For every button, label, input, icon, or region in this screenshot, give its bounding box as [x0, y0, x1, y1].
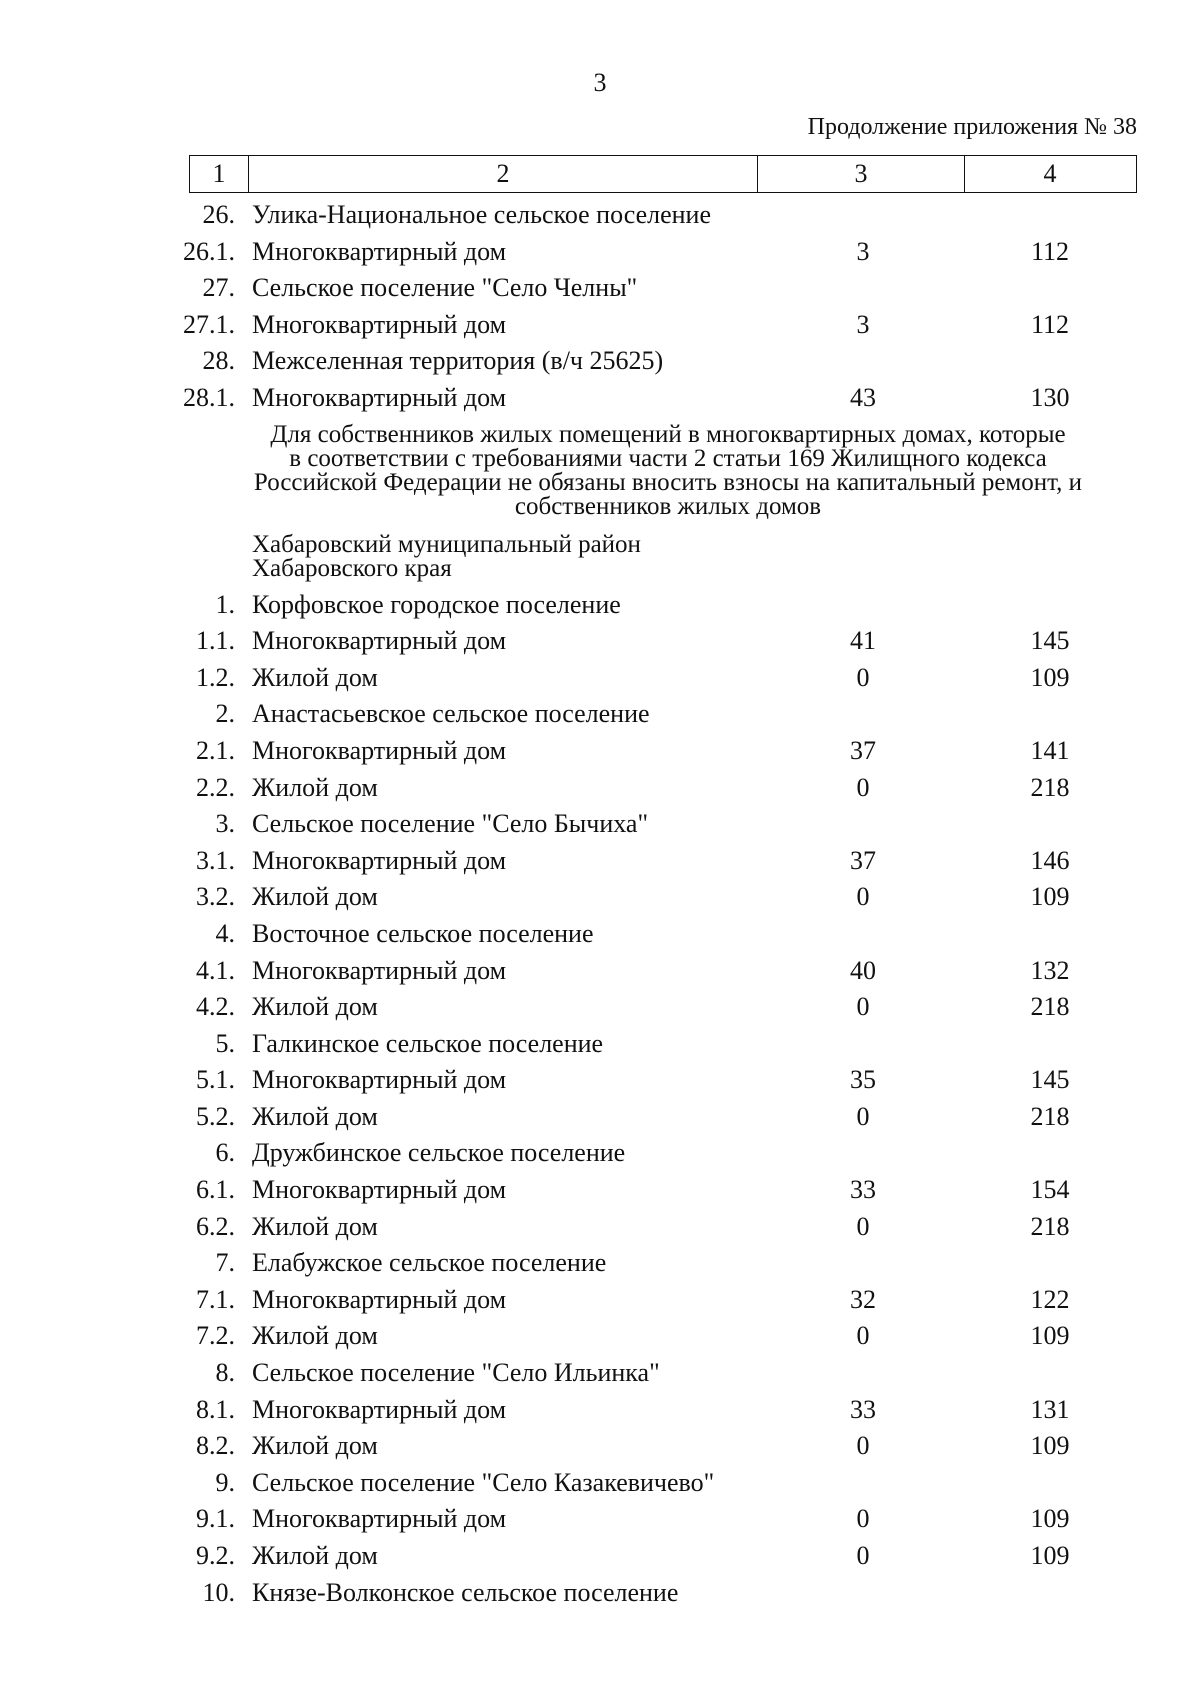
- row-name: Многоквартирный дом: [252, 845, 507, 875]
- row-number: 7.: [215, 1248, 235, 1278]
- table-row: [0, 1501, 1200, 1538]
- row-name: Жилой дом: [252, 1321, 378, 1351]
- header-col-1: 1: [190, 156, 249, 192]
- row-value-col4: 109: [1030, 1321, 1070, 1351]
- row-name: Дружбинское сельское поселение: [252, 1138, 626, 1168]
- row-value-col4: 109: [1030, 882, 1070, 912]
- row-number: 5.1.: [196, 1065, 235, 1095]
- row-number: 7.2.: [196, 1321, 235, 1351]
- row-number: 5.: [215, 1028, 235, 1058]
- row-value-col3: 0: [856, 1504, 870, 1534]
- row-number: 8.2.: [196, 1431, 235, 1461]
- row-name: Жилой дом: [252, 1101, 378, 1131]
- row-number: 6.: [215, 1138, 235, 1168]
- row-number: 9.1.: [196, 1504, 235, 1534]
- row-number: 3.: [215, 809, 235, 839]
- row-number: 6.1.: [196, 1175, 235, 1205]
- row-value-col4: 132: [1030, 955, 1070, 985]
- row-number: 5.2.: [196, 1101, 235, 1131]
- row-name: Сельское поселение "Село Казакевичево": [252, 1467, 715, 1497]
- table-row: [0, 879, 1200, 916]
- row-name: Жилой дом: [252, 1541, 378, 1570]
- row-name: Сельское поселение "Село Челны": [252, 273, 638, 303]
- row-name: Князе-Волконское сельское поселение: [252, 1577, 679, 1607]
- row-value-col4: 130: [1030, 382, 1070, 412]
- row-value-col3: 37: [850, 845, 876, 875]
- table-row: [0, 623, 1200, 660]
- row-value-col4: 112: [1030, 236, 1070, 266]
- row-name: Жилой дом: [252, 1431, 378, 1461]
- row-number: 9.: [215, 1467, 235, 1497]
- table-row: [0, 1172, 1200, 1209]
- row-name: Многоквартирный дом: [252, 1065, 507, 1095]
- table-row: [0, 696, 1200, 733]
- table-row: [0, 1575, 1200, 1612]
- header-col-3: 3: [758, 156, 965, 192]
- row-value-col4: 109: [1030, 1504, 1070, 1534]
- row-number: 4.1.: [196, 955, 235, 985]
- row-value-col3: 0: [856, 662, 870, 692]
- row-value-col4: 122: [1030, 1284, 1070, 1314]
- row-value-col3: 43: [850, 382, 876, 412]
- row-value-col4: 218: [1030, 772, 1070, 802]
- row-name: Сельское поселение "Село Бычиха": [252, 809, 649, 839]
- table-row: [0, 234, 1200, 271]
- row-number: 7.1.: [196, 1284, 235, 1314]
- rows-top-group: [0, 197, 1200, 417]
- table-row: [0, 380, 1200, 417]
- row-name: Многоквартирный дом: [252, 955, 507, 985]
- row-name: Жилой дом: [252, 662, 378, 692]
- table-row: [0, 1245, 1200, 1282]
- table-row: [0, 307, 1200, 344]
- row-name: Восточное сельское поселение: [252, 918, 594, 948]
- page-number: 3: [593, 68, 607, 97]
- table-row: [0, 270, 1200, 307]
- table-row: [0, 1355, 1200, 1392]
- table-body: [0, 197, 1200, 1611]
- section-heading-line: Российской Федерации не обязаны вносить взносы на капитальный ремонт, и: [253, 468, 1083, 496]
- table-row: [0, 1465, 1200, 1502]
- header-col-2: 2: [249, 156, 758, 192]
- table-row: [0, 197, 1200, 234]
- rows-bottom-group: [0, 587, 1200, 1612]
- row-number: 27.: [202, 273, 235, 303]
- table-row: [0, 770, 1200, 807]
- table-row: [0, 587, 1200, 624]
- row-name: Многоквартирный дом: [252, 626, 507, 656]
- district-title-line: Хабаровский муниципальный район: [252, 530, 641, 558]
- row-number: 2.1.: [196, 735, 235, 765]
- row-value-col4: 218: [1030, 1101, 1070, 1131]
- row-value-col4: 218: [1030, 1211, 1070, 1241]
- row-name: Многоквартирный дом: [252, 382, 507, 412]
- row-value-col3: 33: [850, 1394, 876, 1424]
- row-value-col3: 0: [856, 1211, 870, 1241]
- row-value-col3: 3: [856, 236, 870, 266]
- table-row: [0, 1062, 1200, 1099]
- district-title-line: Хабаровского края: [252, 554, 452, 582]
- row-name: Многоквартирный дом: [252, 1504, 507, 1534]
- row-number: 1.2.: [196, 662, 235, 692]
- table-row: [0, 843, 1200, 880]
- table-row: [0, 1026, 1200, 1063]
- row-value-col3: 41: [850, 626, 876, 656]
- row-value-col4: 146: [1030, 845, 1070, 875]
- row-value-col3: 37: [850, 735, 876, 765]
- row-name: Многоквартирный дом: [252, 1394, 507, 1424]
- row-number: 8.1.: [196, 1394, 235, 1424]
- section-heading-line: Для собственников жилых помещений в многоквартирных домах, которые: [270, 420, 1066, 448]
- table-row: [0, 953, 1200, 990]
- continuation-label: Продолжение приложения № 38: [807, 114, 1137, 140]
- row-value-col3: 0: [856, 992, 870, 1022]
- row-number: 28.1.: [183, 382, 235, 412]
- row-value-col4: 218: [1030, 992, 1070, 1022]
- row-value-col4: 109: [1030, 1431, 1070, 1461]
- row-number: 2.2.: [196, 772, 235, 802]
- row-number: 4.: [215, 918, 235, 948]
- row-number: 28.: [202, 346, 235, 376]
- table-row: [0, 1392, 1200, 1429]
- table-row: [0, 1428, 1200, 1465]
- row-name: Сельское поселение "Село Ильинка": [252, 1358, 660, 1388]
- row-number: 6.2.: [196, 1211, 235, 1241]
- row-number: 2.: [215, 699, 235, 729]
- row-value-col4: 109: [1030, 662, 1070, 692]
- row-number: 4.2.: [196, 992, 235, 1022]
- row-value-col4: 145: [1030, 1065, 1070, 1095]
- row-name: Елабужское сельское поселение: [252, 1248, 607, 1278]
- row-number: 27.1.: [183, 309, 235, 339]
- row-value-col3: 3: [856, 309, 870, 339]
- row-number: 26.1.: [183, 236, 235, 266]
- row-value-col3: 40: [850, 955, 876, 985]
- table-row: [0, 916, 1200, 953]
- row-name: Жилой дом: [252, 1211, 378, 1241]
- row-value-col3: 0: [856, 1431, 870, 1461]
- row-name: Анастасьевское сельское поселение: [252, 699, 650, 729]
- row-name: Многоквартирный дом: [252, 735, 507, 765]
- table-row: [0, 1209, 1200, 1246]
- row-name: Многоквартирный дом: [252, 236, 507, 266]
- table-row: [0, 733, 1200, 770]
- row-value-col3: 0: [856, 772, 870, 802]
- row-number: 8.: [215, 1358, 235, 1388]
- table-row: [0, 1135, 1200, 1172]
- row-name: Многоквартирный дом: [252, 1175, 507, 1205]
- row-number: 1.1.: [196, 626, 235, 656]
- row-number: 3.1.: [196, 845, 235, 875]
- row-name: Улика-Национальное сельское поселение: [252, 200, 712, 229]
- row-value-col4: 131: [1030, 1394, 1070, 1424]
- row-value-col3: 35: [850, 1065, 876, 1095]
- row-name: Многоквартирный дом: [252, 1284, 507, 1314]
- row-name: Галкинское сельское поселение: [252, 1028, 604, 1058]
- row-name: Жилой дом: [252, 772, 378, 802]
- row-name: Жилой дом: [252, 992, 378, 1022]
- district-title: [252, 527, 1200, 587]
- row-name: Многоквартирный дом: [252, 309, 507, 339]
- row-name: Жилой дом: [252, 882, 378, 912]
- section-heading: [188, 417, 1148, 527]
- table-row: [0, 989, 1200, 1026]
- table-row: [0, 1318, 1200, 1355]
- row-value-col3: 0: [856, 1101, 870, 1131]
- table-row: [0, 1538, 1200, 1575]
- row-number: 26.: [202, 200, 235, 229]
- row-number: 3.2.: [196, 882, 235, 912]
- row-value-col4: 109: [1030, 1541, 1070, 1570]
- row-value-col3: 0: [856, 882, 870, 912]
- section-heading-line: в соответствии с требованиями части 2 статьи 169 Жилищного кодекса: [289, 444, 1047, 472]
- section-heading-line: собственников жилых домов: [514, 492, 822, 520]
- table-header: [189, 155, 1137, 193]
- row-number: 9.2.: [196, 1541, 235, 1570]
- row-value-col3: 0: [856, 1321, 870, 1351]
- row-value-col4: 145: [1030, 626, 1070, 656]
- table-row: [0, 343, 1200, 380]
- table-row: [0, 1282, 1200, 1319]
- row-number: 1.: [215, 589, 235, 619]
- row-value-col4: 112: [1030, 309, 1070, 339]
- row-value-col4: 154: [1030, 1175, 1070, 1205]
- row-value-col3: 32: [850, 1284, 876, 1314]
- table-row: [0, 660, 1200, 697]
- table-row: [0, 1099, 1200, 1136]
- row-value-col3: 0: [856, 1541, 870, 1570]
- header-col-4: 4: [1043, 159, 1057, 188]
- row-value-col3: 33: [850, 1175, 876, 1205]
- row-name: Корфовское городское поселение: [252, 589, 621, 619]
- row-number: 10.: [202, 1577, 235, 1607]
- row-name: Межселенная территория (в/ч 25625): [252, 346, 664, 376]
- row-value-col4: 141: [1030, 735, 1070, 765]
- table-row: [0, 806, 1200, 843]
